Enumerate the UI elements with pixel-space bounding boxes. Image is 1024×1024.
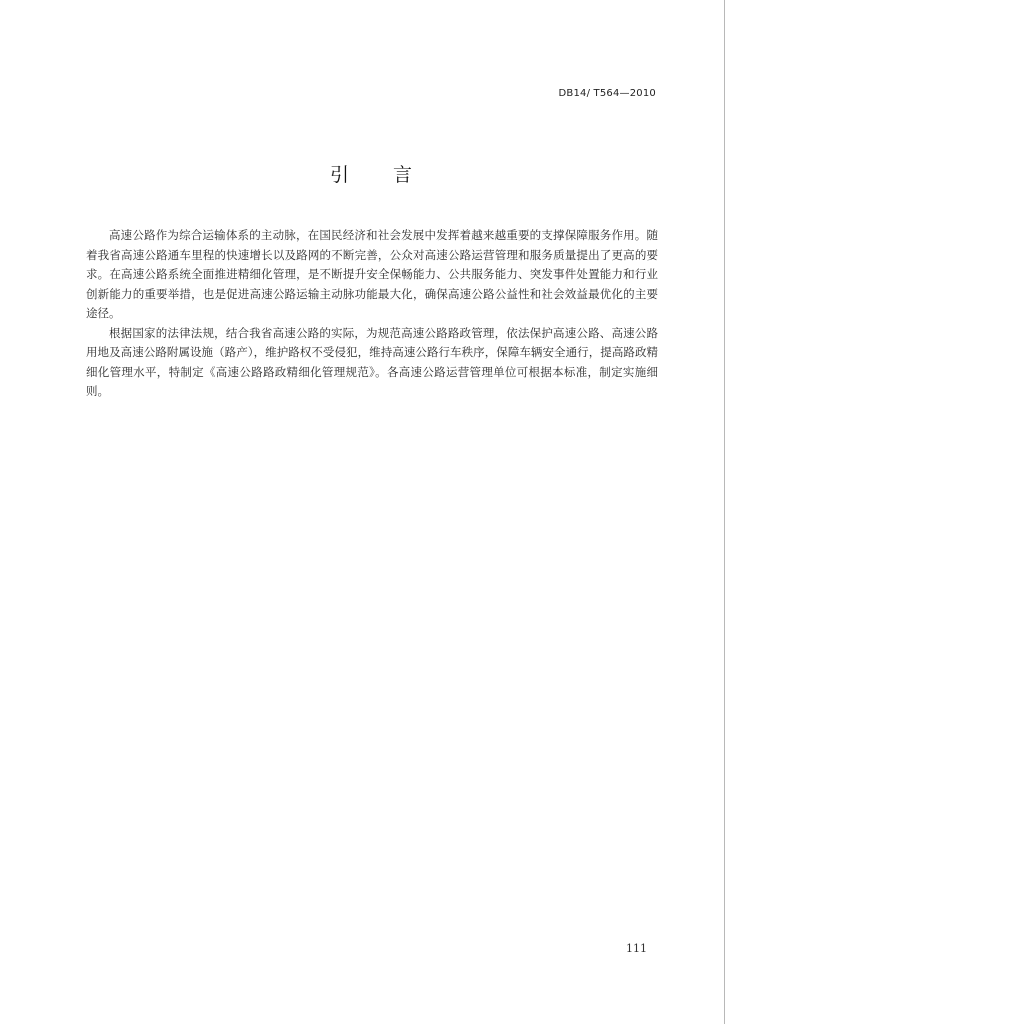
standard-code: DB14/ T564—2010	[558, 88, 656, 99]
page-number: 111	[626, 942, 647, 955]
title-char-2: 言	[393, 164, 413, 186]
paragraph-1: 高速公路作为综合运输体系的主动脉，在国民经济和社会发展中发挥着越来越重要的支撑保障服务作用。随着我省高速公路通车里程的快速增长以及路网的不断完善，公众对高速公路运营管理和服务质量提出了更高的要求。在高速公路系统全面推进精细化管理，是不断提升安全保畅能力、公共服务能力、突发事件处置能力和行业创新能力的重要举措，也是促进高速公路运输主动脉功能最大化，确保高速公路公益性和社会效益最优化的主要途径。	[86, 228, 658, 320]
body-text	[86, 226, 658, 402]
paragraph-2: 根据国家的法律法规，结合我省高速公路的实际，为规范高速公路路政管理，依法保护高速公路、高速公路用地及高速公路附属设施（路产），维护路权不受侵犯，维持高速公路行车秩序，保障车辆安全通行，提高路政精细化管理水平，特制定《高速公路路政精细化管理规范》。各高速公路运营管理单位可根据本标准，制定实施细则。	[86, 325, 658, 398]
page-edge-divider	[724, 0, 725, 1024]
title-char-1: 引	[329, 164, 349, 186]
section-title	[0, 160, 742, 187]
